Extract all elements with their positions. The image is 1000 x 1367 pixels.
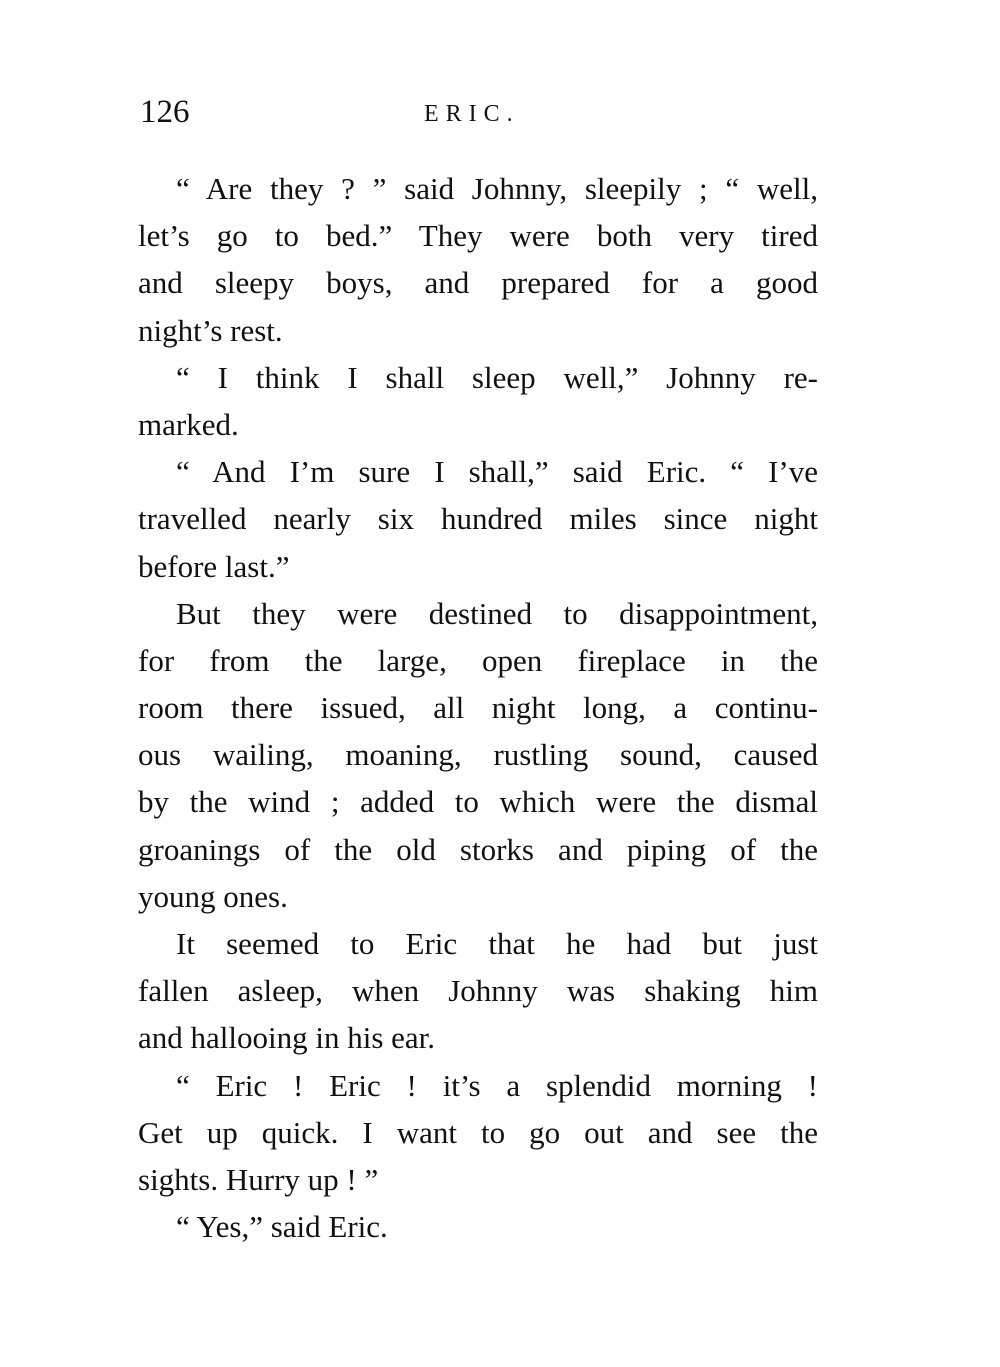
text-line: for from the large, open fireplace in the bbox=[138, 642, 818, 678]
running-title: ERIC. bbox=[424, 101, 520, 127]
text-line: by the wind ; added to which were the dismal bbox=[138, 784, 818, 820]
text-line: before last.” bbox=[138, 548, 290, 584]
text-line: let’s go to bed.” They were both very tired bbox=[138, 218, 818, 254]
text-line: marked. bbox=[138, 406, 239, 442]
text-line: Get up quick. I want to go out and see the bbox=[138, 1114, 818, 1150]
text-line: It seemed to Eric that he had but just bbox=[176, 926, 818, 961]
page-number: 126 bbox=[140, 94, 190, 130]
paragraph bbox=[138, 448, 818, 590]
text-line: travelled nearly six hundred miles since night bbox=[138, 501, 818, 537]
text-line: “ Yes,” said Eric. bbox=[176, 1209, 388, 1245]
text-line: ous wailing, moaning, rustling sound, caused bbox=[138, 737, 818, 773]
text-line: sights. Hurry up ! ” bbox=[138, 1161, 379, 1197]
text-line: night’s rest. bbox=[138, 312, 283, 348]
text-line: fallen asleep, when Johnny was shaking him bbox=[138, 973, 818, 1009]
text-line: and sleepy boys, and prepared for a good bbox=[138, 265, 818, 301]
text-line: room there issued, all night long, a continu- bbox=[138, 690, 818, 726]
text-line: But they were destined to disappointment, bbox=[176, 595, 818, 631]
body-text bbox=[138, 165, 818, 1250]
paragraph bbox=[138, 590, 818, 920]
text-line: “ Are they ? ” said Johnny, sleepily ; “ well, bbox=[176, 171, 818, 206]
text-line: young ones. bbox=[138, 878, 288, 914]
paragraph bbox=[138, 354, 818, 448]
paragraph bbox=[138, 165, 818, 354]
text-line: “ I think I shall sleep well,” Johnny re- bbox=[176, 359, 818, 395]
text-line: “ And I’m sure I shall,” said Eric. “ I’ve bbox=[176, 454, 818, 490]
paragraph bbox=[138, 1062, 818, 1204]
paragraph bbox=[138, 920, 818, 1062]
text-line: and hallooing in his ear. bbox=[138, 1020, 436, 1056]
text-line: “ Eric ! Eric ! it’s a splendid morning ! bbox=[176, 1067, 818, 1103]
text-line: groanings of the old storks and piping of the bbox=[138, 831, 818, 867]
paragraph bbox=[138, 1203, 818, 1250]
